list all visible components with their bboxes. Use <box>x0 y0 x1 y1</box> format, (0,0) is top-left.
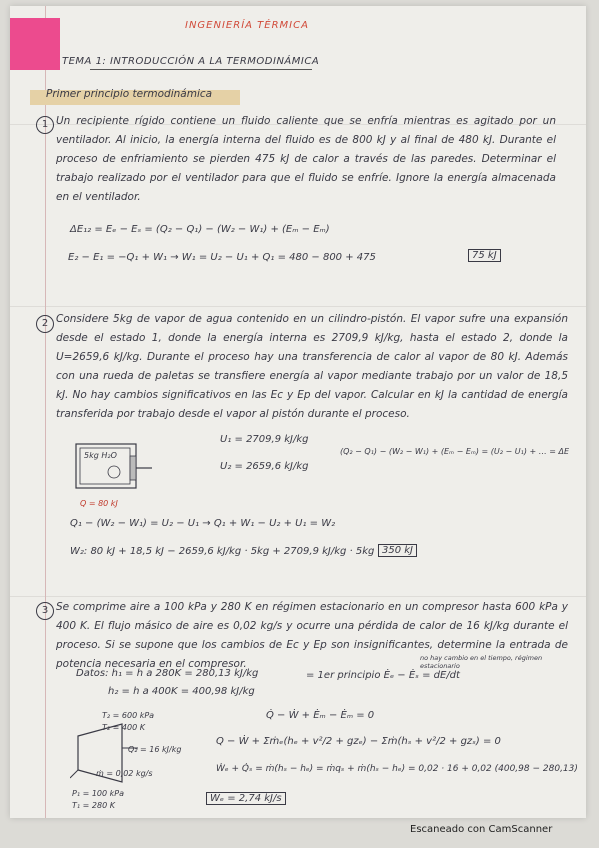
compressor-outlet-temp: T₂ = 400 K <box>102 723 145 732</box>
pink-sticky-tab <box>10 18 60 70</box>
problem-2-balance: (Q₂ − Q₁) − (W₂ − W₁) + (Eₘ − Eₘ) = (U₂ − U₁) + … = ΔE <box>340 447 570 456</box>
problem-2-eq2: W₂: 80 kJ + 18,5 kJ − 2659,6 kJ/kg · 5kg + 2709,9 kJ/kg · 5kg <box>70 546 375 557</box>
problem-1-statement: Un recipiente rígido contiene un fluido caliente que se enfría mientras es agitado por un ventilador. Al inicio, la energía interna del fluido es de 800 kJ y al final de 480 kJ. Durante el proceso de enfriamiento se pierden 475 kJ de calor a través de las paredes. Determinar el trabajo realizado por el ventilador para que el fluido se enfríe. Ignore la energía almacenada en el ventilador. <box>56 115 556 203</box>
topic-heading: TEMA 1: INTRODUCCIÓN A LA TERMODINÁMICA <box>62 56 320 67</box>
compressor-inlet-temp: T₁ = 280 K <box>72 801 115 810</box>
problem-2-statement: Considere 5kg de vapor de agua contenido en un cilindro-pistón. El vapor sufre una expansión desde el estado 1, donde la energía interna es 2709,9 kJ/kg, hasta el estado 2, donde la U=2659,6 kJ/kg. Durante el proceso hay una transferencia de calor al vapor de 80 kJ. Además con una rueda de paletas se transfiere energía al vapor mediante trabajo por un valor de 18,5 kJ. No hay cambios significativos en las Ec y Ep del vapor. Calcular en kJ la cantidad de energía transferida por trabajo desde el vapor al pistón durante el proceso. <box>56 313 568 420</box>
ruled-line <box>10 596 586 597</box>
problem-1-eq1: ΔE₁₂ = Eₑ − Eₛ = (Q₂ − Q₁) − (W₂ − W₁) + (Eₘ − Eₘ) <box>70 224 330 235</box>
problem-1-eq2: E₂ − E₁ = −Q₁ + W₁ → W₁ = U₂ − U₁ + Q₁ = 480 − 800 + 475 <box>68 252 376 263</box>
subtopic-heading: Primer principio termodinámica <box>46 88 213 100</box>
problem-3-answer: Ẇₑ = 2,74 kJ/s <box>206 792 286 805</box>
problem-2-u2: U₂ = 2659,6 kJ/kg <box>220 461 309 472</box>
problem-3-principle: = 1er principio Ėₑ − Ėₛ = dE/dt <box>306 670 460 681</box>
problem-2-figure-label: 5kg H₂O <box>84 451 117 460</box>
problem-3-eq2: Q − Ẇ + Σṁₑ(hₑ + v²/2 + gzₑ) − Σṁ(hₛ + v²/2 + gzₛ) = 0 <box>216 736 501 747</box>
problem-2-number: 2 <box>36 315 54 333</box>
problem-3-datos1: Datos: h₁ = h a 280K = 280,13 kJ/kg <box>76 668 259 679</box>
problem-1-answer: 75 kJ <box>468 249 501 262</box>
problem-2-eq1: Q₁ − (W₂ − W₁) = U₂ − U₁ → Q₁ + W₁ − U₂ + U₁ = W₂ <box>70 518 336 529</box>
problem-3-number: 3 <box>36 602 54 620</box>
compressor-outlet-pressure: T₂ = 600 kPa <box>102 711 155 720</box>
problem-2-figure-heat: Q = 80 kJ <box>80 499 118 508</box>
ruled-line <box>10 306 586 307</box>
topic-underline <box>90 69 312 70</box>
problem-3-eq1: Q̇ − Ẇ + Ėₘ − Ėₘ = 0 <box>266 710 375 721</box>
problem-3-datos2: h₂ = h a 400K = 400,98 kJ/kg <box>108 686 255 697</box>
problem-2-answer: 350 kJ <box>378 544 417 557</box>
problem-1-number: 1 <box>36 116 54 134</box>
notebook-page <box>10 6 586 818</box>
scanner-watermark: Escaneado con CamScanner <box>410 824 553 835</box>
problem-3-eq3: Ẇₑ + Q̇ₛ = ṁ(hₛ − hₑ) = ṁqₛ + ṁ(hₛ − hₑ) = 0,02 · 16 + 0,02 (400,98 − 280,13) <box>216 764 578 774</box>
problem-3-note: no hay cambio en el tiempo, régimen estacionario <box>420 654 543 670</box>
problem-2-u1: U₁ = 2709,9 kJ/kg <box>220 434 309 445</box>
piston-cylinder-diagram <box>74 436 154 496</box>
compressor-mass-flow: ṁ = 0,02 kg/s <box>96 769 153 778</box>
problem-3-statement: Se comprime aire a 100 kPa y 280 K en régimen estacionario en un compresor hasta 600 kPa y 400 K. El flujo másico de aire es 0,02 kg/s y ocurre una pérdida de calor de 16 kJ/kg durante el proceso. Si se supone que los cambios de Ec y Ep son insignificantes, determine la entrada de potencia necesaria en el compresor. <box>56 601 568 670</box>
compressor-heat-loss: Q₂ = 16 kJ/kg <box>128 745 182 754</box>
course-title: INGENIERÍA TÉRMICA <box>185 20 309 31</box>
compressor-inlet-pressure: P₁ = 100 kPa <box>72 789 124 798</box>
